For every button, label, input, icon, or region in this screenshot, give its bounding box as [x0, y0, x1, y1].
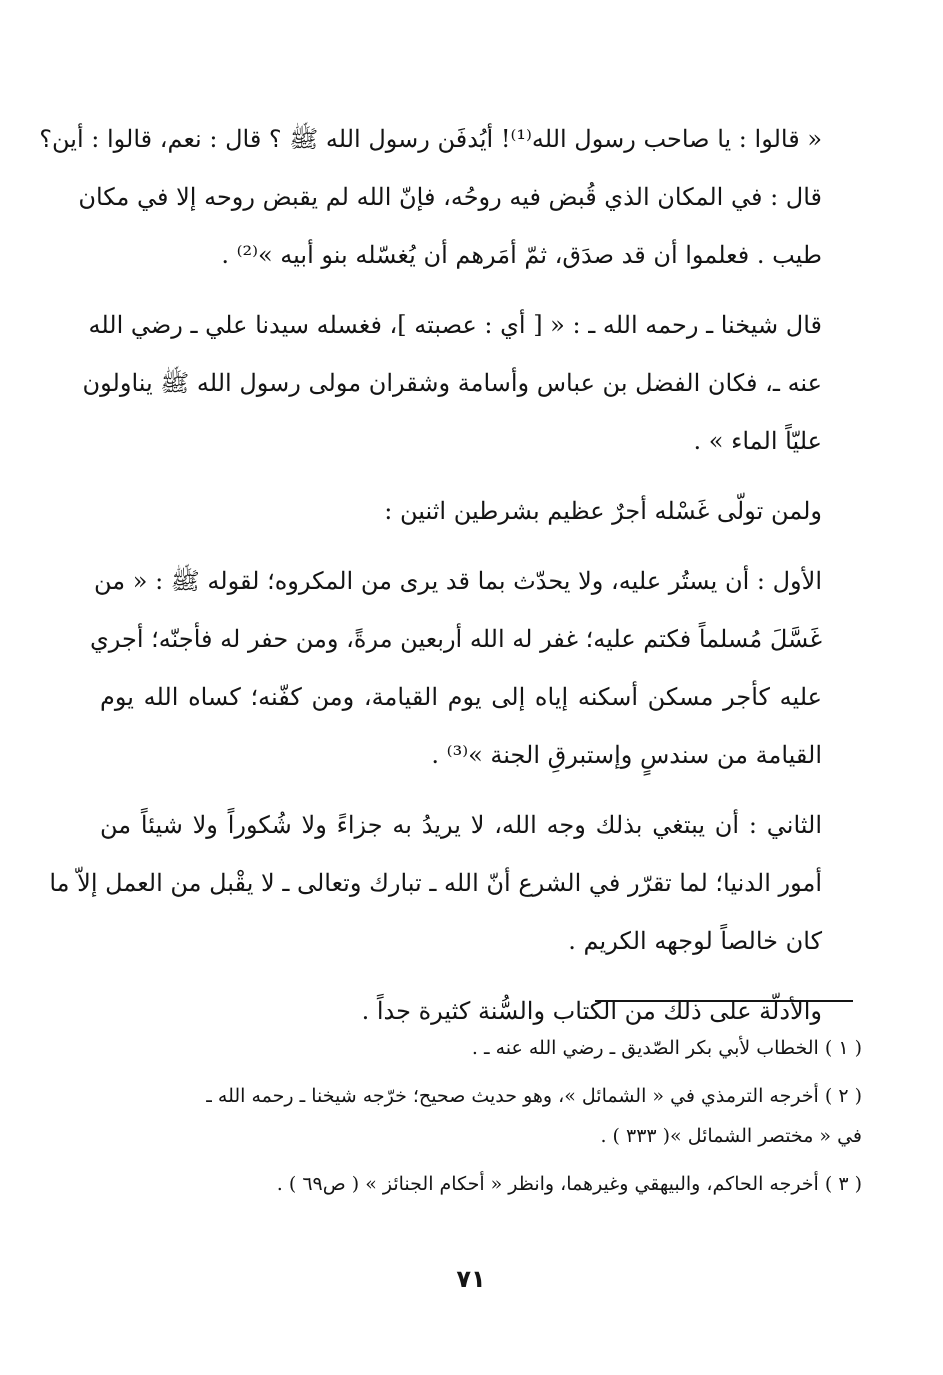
text-line: أمور الدنيا؛ لما تقرّر في الشرع أنّ الله ـ تبارك وتعالى ـ لا يقْبل من العمل إلاّ ما: [49, 869, 822, 897]
text-line: قال شيخنا ـ رحمه الله ـ : « [ أي : عصبته ]، فغسله سيدنا علي ـ رضي الله: [88, 311, 822, 339]
text-line: عنه ـ، فكان الفضل بن عباس وأسامة وشقران مولى رسول الله ﷺ يناولون: [82, 369, 822, 397]
paragraph-5: [49, 796, 822, 970]
text-line: الثاني : أن يبتغي بذلك وجه الله، لا يريدُ به جزاءً ولا شُكوراً ولا شيئاً من: [100, 811, 822, 839]
paragraph-1: [39, 110, 822, 284]
text-line: عليه كأجر مسكن أسكنه إياه إلى يوم القيامة، ومن كفّنه؛ كساه الله يوم: [100, 683, 822, 711]
footnotes: [96, 1028, 862, 1204]
main-text: [39, 110, 822, 1052]
footnote-2-continued: في « مختصر الشمائل »( ٣٣٣ ) .: [600, 1125, 862, 1147]
text-line: الأول : أن يستُر عليه، ولا يحدّث بما قد يرى من المكروه؛ لقوله ﷺ : « من: [94, 567, 822, 595]
text-line: ولمن تولّى غَسْله أجرٌ عظيم بشرطين اثنين :: [384, 497, 822, 525]
text-line: غَسَّلَ مُسلماً فكتم عليه؛ غفر له الله أربعين مرةً، ومن حفر له فأجنّه؛ أجري: [89, 625, 822, 653]
footnote-separator: [595, 1000, 853, 1002]
text-line: « قالوا : يا صاحب رسول الله⁽¹⁾! أيُدفَن رسول الله ﷺ ؟ قال : نعم، قالوا : أين؟: [39, 125, 822, 153]
text-line: قال : في المكان الذي قُبض فيه روحُه، فإنّ الله لم يقبض روحه إلا في مكان: [78, 183, 822, 211]
text-line: القيامة من سندسٍ وإستبرقِ الجنة »⁽³⁾ .: [431, 741, 822, 769]
text-line: والأدلّة على ذلك من الكتاب والسُّنة كثيرة جداً .: [361, 997, 822, 1025]
footnote-1: ( ١ ) الخطاب لأبي بكر الصّديق ـ رضي الله عنه ـ .: [471, 1037, 862, 1059]
footnote-3: ( ٣ ) أخرجه الحاكم، والبيهقي وغيرهما، وانظر « أحكام الجنائز » ( ص٦٩ ) .: [276, 1173, 862, 1195]
text-line: عليّاً الماء » .: [693, 427, 822, 455]
paragraph-2: [82, 296, 822, 470]
page-number: ٧١: [456, 1265, 486, 1293]
text-line: كان خالصاً لوجهه الكريم .: [568, 927, 822, 955]
footnote-2: ( ٢ ) أخرجه الترمذي في « الشمائل »، وهو حديث صحيح؛ خرّجه شيخنا ـ رحمه الله ـ: [206, 1085, 862, 1107]
paragraph-3: [100, 482, 822, 540]
paragraph-4: [89, 552, 822, 784]
text-line: طيب . فعلموا أن قد صدَق، ثمّ أمَرهم أن يُغسّله بنو أبيه »⁽²⁾ .: [221, 241, 822, 269]
